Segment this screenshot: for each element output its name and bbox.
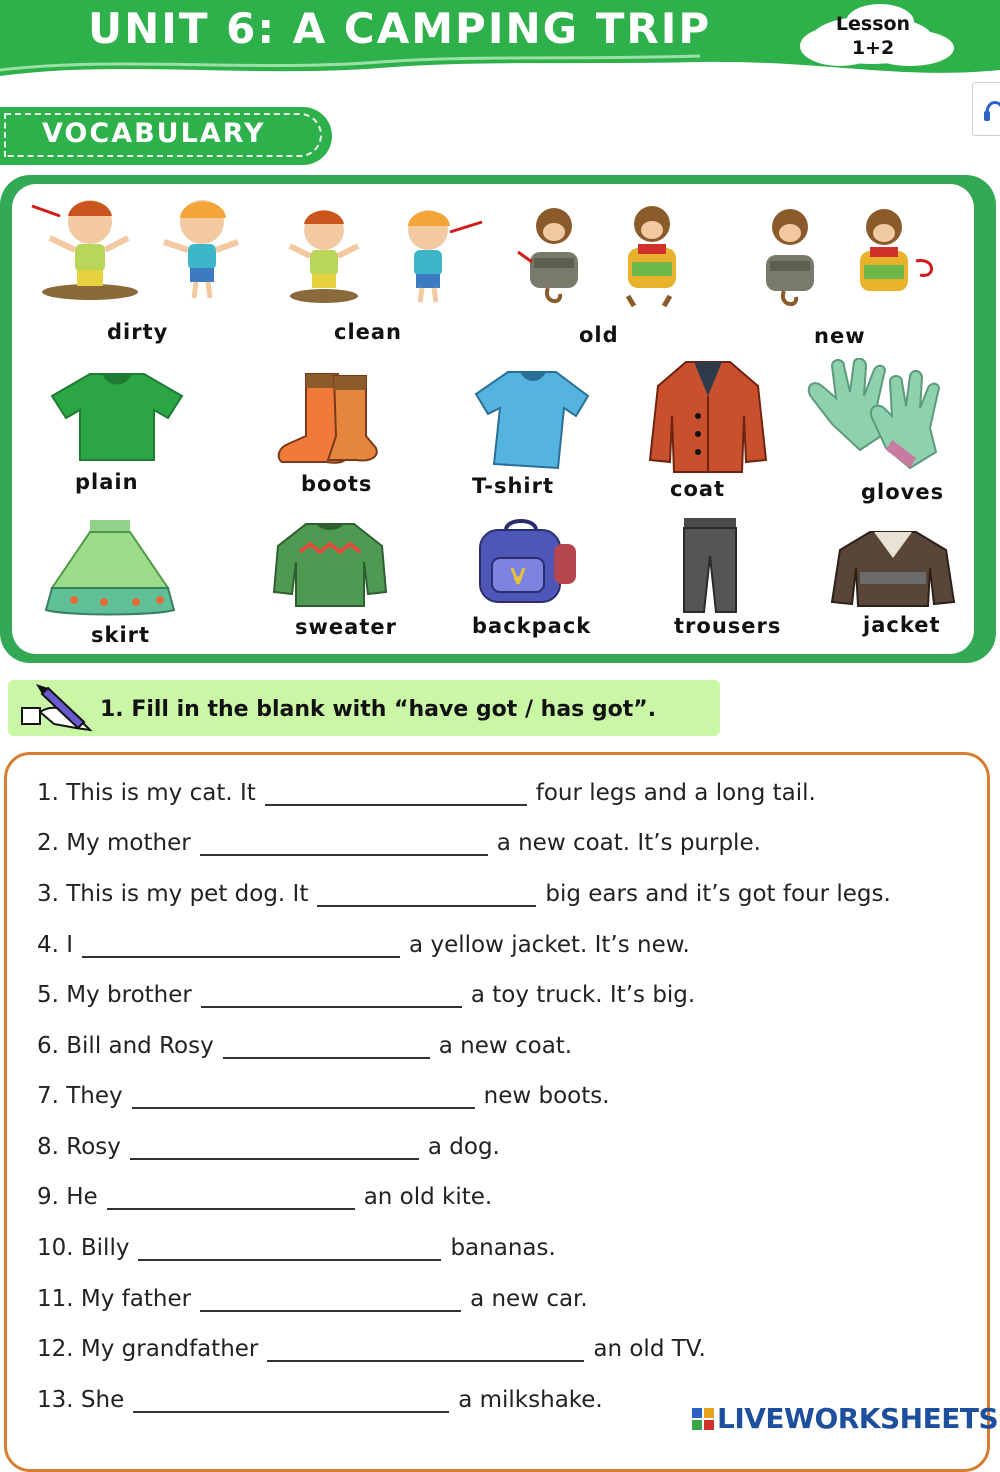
sentence-2: 2. My mother a new coat. It’s purple.	[37, 830, 761, 856]
skirt-image	[44, 518, 176, 616]
boots-image	[276, 370, 388, 466]
word-plain: plain	[75, 470, 139, 494]
coat-image	[646, 356, 770, 474]
sentence-5: 5. My brother a toy truck. It’s big.	[37, 982, 696, 1008]
blank-input[interactable]	[133, 1389, 449, 1413]
blank-input[interactable]	[265, 782, 527, 806]
blank-input[interactable]	[138, 1237, 441, 1261]
blank-input[interactable]	[201, 984, 462, 1008]
pencil-icon	[18, 682, 98, 734]
word-trousers: trousers	[674, 614, 782, 638]
sentence-4: 4. I a yellow jacket. It’s new.	[37, 932, 690, 958]
blank-input[interactable]	[82, 934, 400, 958]
sentence-8: 8. Rosy a dog.	[37, 1134, 500, 1160]
blank-input[interactable]	[317, 883, 536, 907]
word-coat: coat	[670, 477, 726, 501]
sentence-6: 6. Bill and Rosy a new coat.	[37, 1033, 573, 1059]
sentence-1: 1. This is my cat. It four legs and a long tail.	[37, 780, 816, 806]
headphones-icon	[973, 83, 1000, 135]
blank-input[interactable]	[223, 1035, 430, 1059]
trousers-image	[680, 516, 740, 614]
lesson-number: 1+2	[851, 37, 895, 59]
lesson-label	[828, 12, 918, 60]
liveworksheets-mark-icon	[692, 1408, 714, 1430]
word-jacket: jacket	[863, 613, 941, 637]
word-backpack: backpack	[472, 614, 592, 638]
liveworksheets-text: LIVEWORKSHEETS	[717, 1402, 999, 1435]
word-boots: boots	[301, 472, 373, 496]
vocabulary-heading: VOCABULARY	[42, 118, 266, 149]
word-old: old	[579, 323, 619, 347]
blank-input[interactable]	[107, 1186, 355, 1210]
tshirt-image	[474, 368, 590, 472]
sweater-image	[270, 520, 390, 608]
word-skirt: skirt	[91, 623, 151, 647]
clean-kids-image	[282, 202, 488, 306]
sentence-7: 7. They new boots.	[37, 1083, 610, 1109]
backpack-image	[466, 518, 584, 606]
lesson-word: Lesson	[835, 13, 911, 35]
old-new-monkeys-image	[512, 202, 702, 308]
word-dirty: dirty	[107, 320, 169, 344]
unit-title: UNIT 6: A CAMPING TRIP	[88, 4, 712, 53]
word-clean: clean	[334, 320, 403, 344]
word-tshirt: T-shirt	[472, 474, 554, 498]
audio-button[interactable]	[972, 82, 1000, 136]
liveworksheets-logo	[692, 1402, 998, 1435]
instruction-text: 1. Fill in the blank with “have got / has got”.	[100, 697, 657, 722]
blank-input[interactable]	[200, 1288, 461, 1312]
sentence-10: 10. Billy bananas.	[37, 1235, 556, 1261]
blank-input[interactable]	[132, 1085, 475, 1109]
word-sweater: sweater	[295, 615, 397, 639]
word-gloves: gloves	[861, 480, 945, 504]
sentence-3: 3. This is my pet dog. It big ears and it’s got four legs.	[37, 881, 891, 907]
sentence-11: 11. My father a new car.	[37, 1286, 588, 1312]
word-new: new	[814, 324, 866, 348]
gloves-image	[802, 358, 946, 474]
exercise-box	[4, 752, 990, 1472]
sentence-9: 9. He an old kite.	[37, 1184, 493, 1210]
old-new-monkeys-image-2	[756, 205, 946, 311]
blank-input[interactable]	[130, 1136, 419, 1160]
jacket-image	[830, 528, 956, 608]
plain-tshirt-image	[50, 370, 184, 462]
sentence-12: 12. My grandfather an old TV.	[37, 1336, 706, 1362]
blank-input[interactable]	[200, 832, 488, 856]
blank-input[interactable]	[267, 1338, 584, 1362]
sentence-13: 13. She a milkshake.	[37, 1387, 603, 1413]
dirty-kids-image	[30, 192, 250, 304]
